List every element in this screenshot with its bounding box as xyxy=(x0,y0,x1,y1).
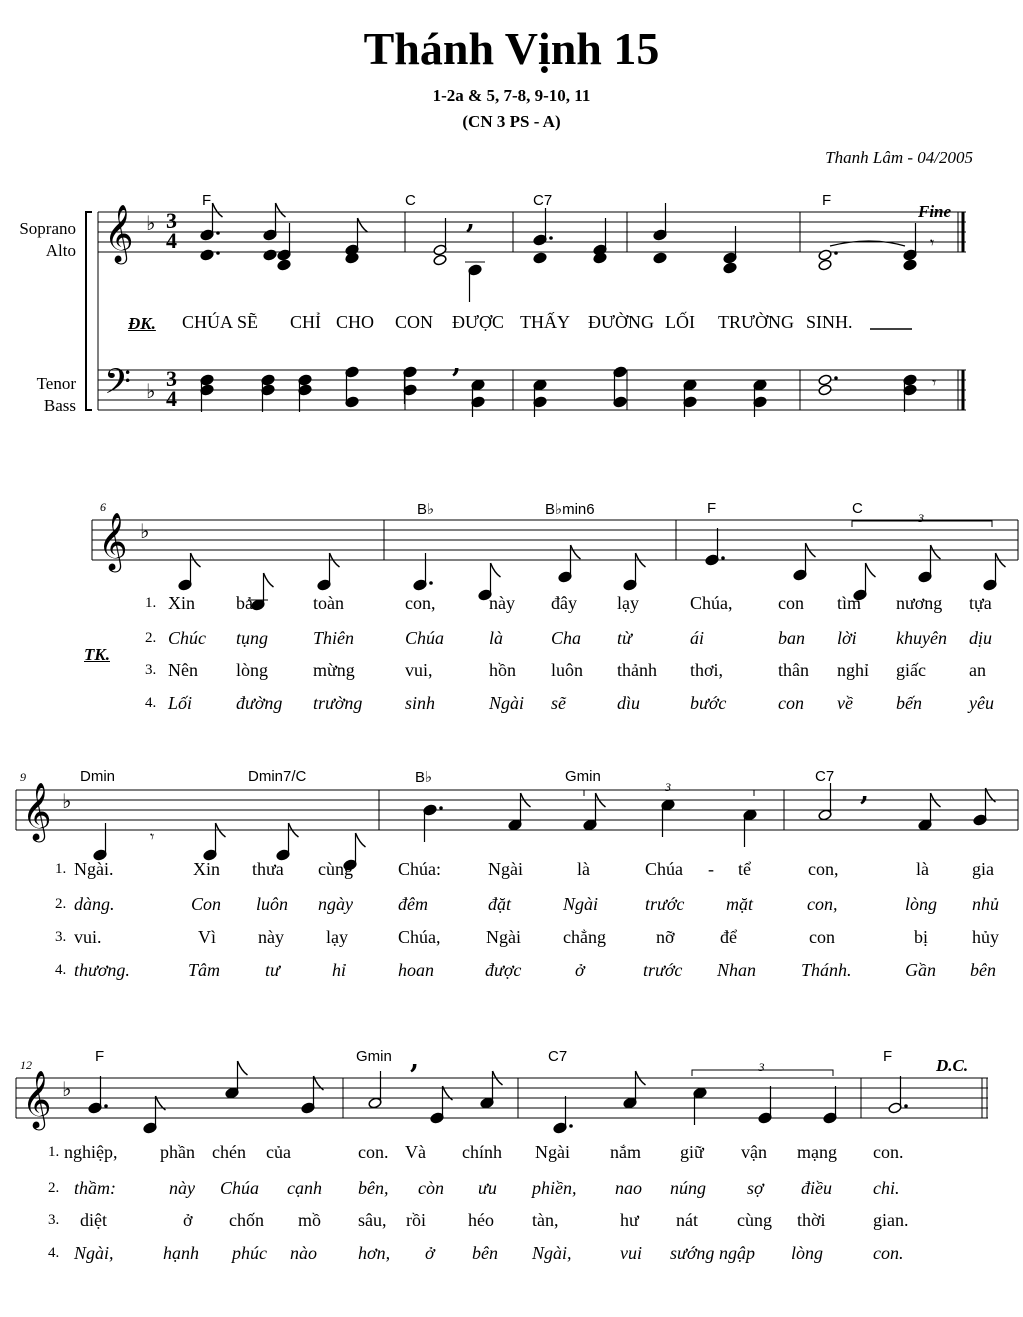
verse-lyric: của xyxy=(266,1142,291,1162)
time-signature-top: 3 xyxy=(166,366,177,391)
flat-key-signature-icon: ♭ xyxy=(146,211,156,235)
verse-lyric: còn xyxy=(418,1178,444,1198)
breath-mark-icon: , xyxy=(860,777,870,807)
dot xyxy=(834,251,838,255)
verse-lyric: bên, xyxy=(358,1178,389,1198)
verse-lyric: chi. xyxy=(873,1178,900,1198)
verse-lyric: Con xyxy=(191,894,222,914)
chord-symbol: Gmin xyxy=(565,768,601,785)
verse-lyric: ở xyxy=(575,960,585,980)
verse-lyric: khuyên xyxy=(896,628,947,648)
verse-lyric: Ngài, xyxy=(74,1243,114,1263)
verse-lyric: yêu xyxy=(969,693,994,713)
liturgical-series: (CN 3 PS - A) xyxy=(462,112,561,131)
note-flag xyxy=(264,573,274,587)
verse-lyric: bước xyxy=(690,693,727,713)
verse-lyric: Vì xyxy=(198,927,216,947)
verse-number: 4. xyxy=(48,1245,60,1261)
verse-lyric: Ngài, xyxy=(532,1243,572,1263)
verse-lyric: Ngài xyxy=(535,1142,570,1162)
verse-lyric: thưa xyxy=(252,859,284,879)
verse-lyric: lạy xyxy=(326,927,348,947)
verse-lyric: đêm xyxy=(398,894,428,914)
treble-clef-icon: 𝄞 xyxy=(104,204,134,262)
verse-lyric: điều xyxy=(801,1178,832,1198)
verse-lyric: hư xyxy=(620,1210,639,1230)
verse-lyric: sướng xyxy=(670,1243,715,1263)
verse-lyric: - xyxy=(708,859,714,879)
measure-number: 12 xyxy=(20,1058,32,1072)
refrain-lyric: CHỈ xyxy=(290,312,321,332)
notehead xyxy=(433,254,447,266)
verse-lyric: nắm xyxy=(610,1142,641,1162)
verse-lyric: ở xyxy=(425,1243,435,1263)
verse-lyric: này xyxy=(489,593,515,613)
verse-lyric: ngày xyxy=(318,894,353,914)
chord-symbol: Dmin7/C xyxy=(248,768,307,785)
verse-lyric: là xyxy=(916,859,929,879)
verse-lyric: nương xyxy=(896,593,943,613)
voice-label-bass: Bass xyxy=(43,396,76,415)
verse-lyric: tư xyxy=(265,960,280,980)
treble-clef-icon: 𝄞 xyxy=(22,782,52,840)
verse-lyric: ở xyxy=(183,1210,193,1230)
verse-lyric: con, xyxy=(405,593,436,613)
verse-label: TK. xyxy=(84,645,110,664)
verse-number: 2. xyxy=(145,630,157,646)
verse-lyric: thảnh xyxy=(617,660,657,680)
verse-lyric: trước xyxy=(643,960,683,980)
breath-mark-icon: , xyxy=(452,349,462,379)
verse-lyric: đường xyxy=(236,693,283,713)
chord-symbol: C7 xyxy=(815,768,835,785)
notehead xyxy=(533,252,547,264)
note-flag xyxy=(213,203,223,217)
verse-lyric: mạng xyxy=(797,1142,837,1162)
triplet-number: 3 xyxy=(918,511,924,525)
refrain-lyric: SINH. xyxy=(806,312,853,332)
verse-lyric: hủy xyxy=(972,927,999,947)
chord-symbol: B♭ xyxy=(415,769,433,786)
verse-number: 3. xyxy=(48,1212,60,1228)
eighth-rest-icon: 𝄾 xyxy=(932,373,937,392)
verse-number: 2. xyxy=(48,1180,60,1196)
verse-lyric: con. xyxy=(873,1243,904,1263)
verse-lyric: con. xyxy=(873,1142,904,1162)
verse-lyric: rồi xyxy=(406,1210,426,1230)
flat-key-signature-icon: ♭ xyxy=(62,789,72,813)
refrain-lyric: THẤY xyxy=(520,312,570,332)
verse-lyric: héo xyxy=(468,1210,494,1230)
dot xyxy=(569,1124,573,1128)
verse-lyric: để xyxy=(720,927,737,947)
verse-lyric: trường xyxy=(313,693,363,713)
verse-number: 2. xyxy=(55,896,67,912)
note-flag xyxy=(238,1061,248,1075)
verse-number: 3. xyxy=(55,929,67,945)
system-bracket xyxy=(86,212,92,410)
page-title: Thánh Vịnh 15 xyxy=(363,23,660,74)
verse-lyric: là xyxy=(577,859,590,879)
verse-lyric: dìu xyxy=(617,693,641,713)
voice-label-soprano: Soprano xyxy=(19,219,76,238)
verse-lyric: Gần xyxy=(905,960,936,980)
dot xyxy=(549,236,553,240)
verse-lyric: Chúc xyxy=(168,628,206,648)
verse-lyric: hơn, xyxy=(358,1243,391,1263)
verse-lyric: núng xyxy=(670,1178,706,1198)
verse-lyric: sợ xyxy=(747,1178,764,1198)
verse-lyric: nỡ xyxy=(656,927,675,947)
dot xyxy=(429,581,433,585)
verse-lyric: tụng xyxy=(236,628,269,648)
verse-lyric: Xin xyxy=(168,593,195,613)
note-flag xyxy=(931,545,941,559)
flat-key-signature-icon: ♭ xyxy=(146,379,156,403)
voice-label-alto: Alto xyxy=(45,241,76,260)
verse-lyric: cùng xyxy=(318,859,353,879)
verse-lyric: Chúa xyxy=(405,628,445,648)
verse-lyric: cạnh xyxy=(287,1178,322,1198)
note-flag xyxy=(276,203,286,217)
verse-lyric: dịu xyxy=(969,628,993,648)
dot xyxy=(904,1104,908,1108)
verse-lyric: con. xyxy=(358,1142,389,1162)
flat-key-signature-icon: ♭ xyxy=(140,519,150,543)
chord-symbol: F xyxy=(822,192,832,209)
time-signature-top: 3 xyxy=(166,208,177,233)
verse-lyric: chính xyxy=(462,1142,502,1162)
notehead xyxy=(818,384,832,396)
verse-lyric: Chúa xyxy=(220,1178,260,1198)
verse-lyric: sẽ xyxy=(551,693,566,713)
verse-lyric: luôn xyxy=(256,894,289,914)
verse-lyric: con, xyxy=(807,894,838,914)
note-flag xyxy=(571,545,581,559)
verse-lyric: con, xyxy=(808,859,839,879)
chord-symbol: B♭min6 xyxy=(545,501,595,518)
notehead xyxy=(653,252,667,264)
composer-credit: Thanh Lâm - 04/2005 xyxy=(825,148,973,167)
notehead xyxy=(277,259,291,271)
verse-lyric: Chúa, xyxy=(398,927,441,947)
verse-lyric: Chúa: xyxy=(398,859,441,879)
verse-lyric: mồ xyxy=(298,1210,322,1230)
verse-number: 4. xyxy=(145,695,157,711)
verse-lyric: ngập xyxy=(719,1243,755,1263)
verse-lyric: nao xyxy=(615,1178,642,1198)
refrain-lyric: TRƯỜNG xyxy=(718,312,794,332)
verse-lyric: bị xyxy=(914,927,929,947)
verse-lyric: hoan xyxy=(398,960,434,980)
verse-lyric: lòng xyxy=(236,660,269,680)
verse-lyric: mừng xyxy=(313,660,355,680)
refrain-lyric: CON xyxy=(395,312,434,332)
verse-number: 1. xyxy=(145,595,157,611)
flat-key-signature-icon: ♭ xyxy=(62,1077,72,1101)
verse-lyric: về xyxy=(837,693,853,713)
verse-lyric: thơi, xyxy=(690,660,724,680)
chord-symbol: F xyxy=(95,1048,105,1065)
verse-lyric: hạnh xyxy=(163,1243,199,1263)
dc-marking: D.C. xyxy=(936,1056,969,1075)
verse-lyric: gia xyxy=(972,859,994,879)
measure-number: 9 xyxy=(20,770,26,784)
treble-clef-icon: 𝄞 xyxy=(98,512,128,570)
verse-lyric: chén xyxy=(212,1142,246,1162)
breath-mark-icon: , xyxy=(466,205,476,235)
verse-lyric: chốn xyxy=(229,1210,264,1230)
verse-lyric: Ngài xyxy=(489,693,525,713)
verse-lyric: Ngài xyxy=(563,894,599,914)
verse-lyric: nát xyxy=(676,1210,698,1230)
verse-lyric: Nên xyxy=(168,660,198,680)
notehead xyxy=(723,262,737,274)
verse-lyric: phúc xyxy=(232,1243,267,1263)
verse-lyric: lạy xyxy=(617,593,639,613)
fine-marking: Fine xyxy=(918,202,952,221)
notehead xyxy=(200,249,214,261)
refrain-lyric: CHO xyxy=(336,312,375,332)
verse-lyric: lòng xyxy=(791,1243,824,1263)
verse-lyric: sinh xyxy=(405,693,436,713)
chord-symbol: F xyxy=(883,1048,893,1065)
verse-lyric: toàn xyxy=(313,593,344,613)
verse-lyric: tựa xyxy=(969,593,992,613)
notehead xyxy=(263,249,277,261)
verse-lyric: chẳng xyxy=(563,927,606,947)
eighth-rest-icon: 𝄾 xyxy=(150,827,155,846)
verse-lyric: từ xyxy=(617,628,632,648)
verse-lyric: Thiên xyxy=(313,628,355,648)
verse-lyric: gian. xyxy=(873,1210,909,1230)
verse-lyric: ban xyxy=(778,628,805,648)
verse-lyric: tàn, xyxy=(532,1210,559,1230)
verse-number: 1. xyxy=(48,1144,60,1160)
chord-symbol: C xyxy=(405,192,416,209)
verse-lyric: hồn xyxy=(489,660,516,680)
refrain-lyric: ĐƯỜNG xyxy=(588,312,654,332)
dot xyxy=(439,806,443,810)
verse-lyric: lời xyxy=(837,628,857,648)
chord-symbol: C xyxy=(852,500,863,517)
verse-lyric: Xin xyxy=(193,859,220,879)
triplet-number: 3 xyxy=(758,1060,765,1074)
verse-lyric: này xyxy=(258,927,284,947)
voice-label-tenor: Tenor xyxy=(36,374,76,393)
verse-lyric: phiền, xyxy=(532,1178,577,1198)
note-flag xyxy=(356,833,366,847)
chord-symbol: F xyxy=(202,192,212,209)
refrain-label: ĐK. xyxy=(128,314,156,333)
note-flag xyxy=(491,563,501,577)
verse-lyric: vui. xyxy=(74,927,102,947)
dot xyxy=(104,1104,108,1108)
verse-lyric: nào xyxy=(290,1243,317,1263)
verse-lyric: ái xyxy=(690,628,705,648)
chord-symbol: C7 xyxy=(548,1048,568,1065)
time-signature-bottom: 4 xyxy=(166,386,177,411)
verse-lyric: nghiệp, xyxy=(64,1142,118,1162)
verse-lyric: vận xyxy=(741,1142,767,1162)
verse-lyric: Chúa, xyxy=(690,593,733,613)
verse-number: 1. xyxy=(55,861,67,877)
verse-lyric: được xyxy=(485,960,522,980)
treble-clef-icon: 𝄞 xyxy=(22,1070,52,1128)
verse-lyric: Cha xyxy=(551,628,582,648)
notehead xyxy=(818,249,832,261)
verse-lyric: hỉ xyxy=(332,960,347,980)
verse-lyric: luôn xyxy=(551,660,584,680)
verse-lyric: Nhan xyxy=(717,960,757,980)
notehead xyxy=(903,259,917,271)
verse-lyric: giữ xyxy=(680,1142,704,1162)
verse-lyric: thầm: xyxy=(74,1178,116,1198)
verse-lyric: trước xyxy=(645,894,685,914)
chord-symbol: F xyxy=(707,500,717,517)
dot xyxy=(216,251,220,255)
time-signature-bottom: 4 xyxy=(166,228,177,253)
verse-lyric: bến xyxy=(896,693,922,713)
chord-symbol: Gmin xyxy=(356,1048,392,1065)
verse-lyric: Thánh. xyxy=(801,960,852,980)
refrain-lyric: SẼ xyxy=(237,312,259,332)
verse-lyric: Chúa xyxy=(645,859,683,879)
verse-lyric: Tâm xyxy=(188,960,221,980)
refrain-lyric: LỐI xyxy=(665,312,695,332)
note-flag xyxy=(358,218,368,232)
verse-lyric: Và xyxy=(405,1142,426,1162)
chord-symbol: B♭ xyxy=(417,501,435,518)
verse-lyric: con xyxy=(809,927,835,947)
bass-clef-icon: 𝄢 xyxy=(104,361,132,410)
verse-number: 3. xyxy=(145,662,157,678)
verse-lyric: sâu, xyxy=(358,1210,387,1230)
dot xyxy=(834,376,838,380)
verse-lyric: con xyxy=(778,693,804,713)
breath-mark-icon: , xyxy=(410,1045,420,1075)
verse-lyric: nghỉ xyxy=(837,660,870,680)
verse-lyric: Ngài. xyxy=(74,859,114,879)
verse-lyric: bảo xyxy=(236,593,262,613)
verse-lyric: cùng xyxy=(737,1210,772,1230)
verse-lyric: Ngài xyxy=(488,859,523,879)
verse-lyric: thương. xyxy=(74,960,130,980)
verse-lyric: vui, xyxy=(405,660,433,680)
verse-lyric: con xyxy=(778,593,804,613)
verse-lyric: ưu xyxy=(478,1178,497,1198)
verse-lyric: bên xyxy=(472,1243,498,1263)
notehead xyxy=(818,374,832,386)
verse-lyric: giấc xyxy=(896,660,926,680)
verse-lyric: này xyxy=(169,1178,195,1198)
verse-lyric: thời xyxy=(797,1210,826,1230)
verse-lyric: là xyxy=(489,628,504,648)
dot xyxy=(721,556,725,560)
verse-lyric: mặt xyxy=(726,894,753,914)
verse-lyric: phần xyxy=(160,1142,195,1162)
refrain-lyric: ĐƯỢC xyxy=(452,312,504,332)
verse-lyric: diệt xyxy=(80,1210,107,1230)
refrain-lyric: CHÚA xyxy=(182,312,234,332)
chord-symbol: Dmin xyxy=(80,768,116,785)
chord-symbol: C7 xyxy=(533,192,553,209)
verse-lyric: Ngài xyxy=(486,927,521,947)
verse-lyric: Lối xyxy=(168,693,193,713)
triplet-number: 3 xyxy=(665,780,671,794)
verse-lyric: lòng xyxy=(905,894,938,914)
verse-lyric: bên xyxy=(970,960,996,980)
notehead xyxy=(818,259,832,271)
verse-lyric: dàng. xyxy=(74,894,115,914)
verse-lyric: vui xyxy=(620,1243,642,1263)
eighth-rest-icon: 𝄾 xyxy=(930,233,935,252)
verse-lyric: an xyxy=(969,660,986,680)
measure-number: 6 xyxy=(100,500,106,514)
verse-lyric: nhủ xyxy=(972,894,999,914)
verse-lyric: đây xyxy=(551,593,577,613)
dot xyxy=(216,231,220,235)
verse-lyric: tể xyxy=(738,859,751,879)
verse-number: 4. xyxy=(55,962,67,978)
psalm-verses: 1-2a & 5, 7-8, 9-10, 11 xyxy=(432,86,591,105)
verse-lyric: đặt xyxy=(488,894,512,914)
note-flag xyxy=(866,563,876,577)
verse-lyric: thân xyxy=(778,660,809,680)
verse-lyric: tìm xyxy=(837,593,862,613)
